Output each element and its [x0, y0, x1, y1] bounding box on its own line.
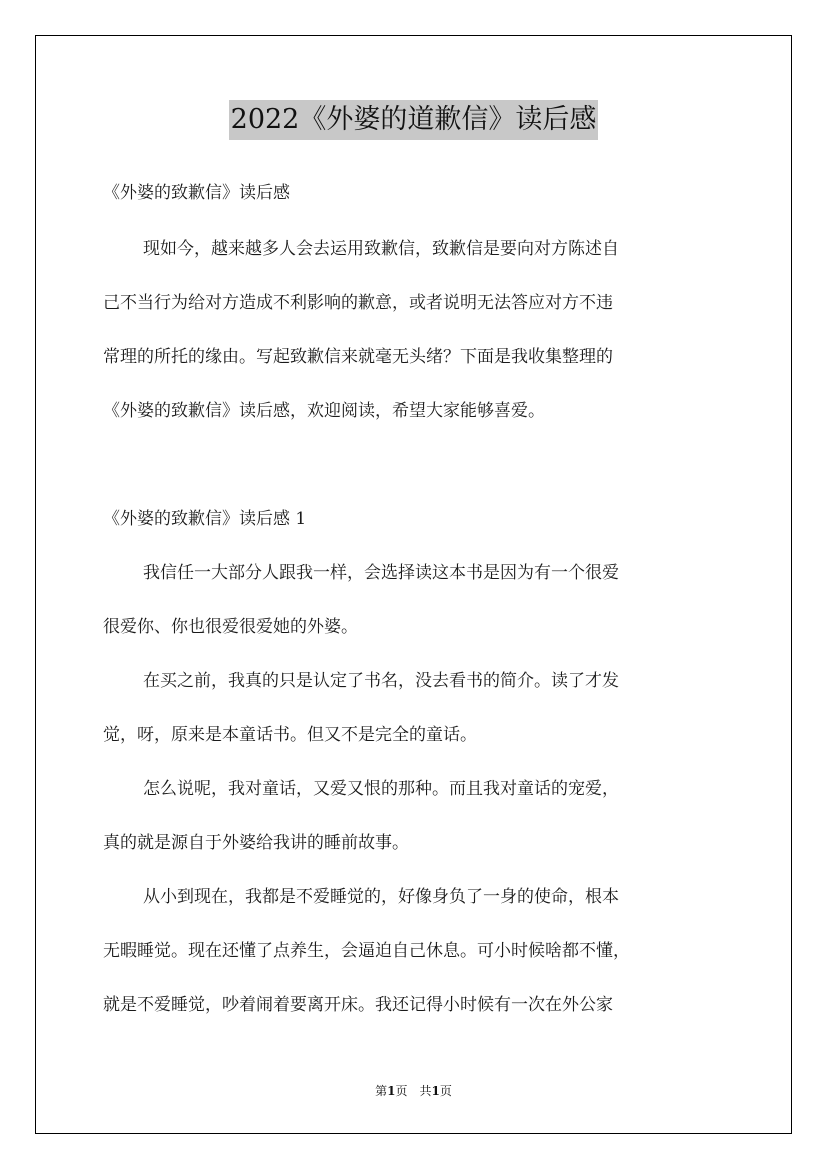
body-line-3: 在买之前，我真的只是认定了书名，没去看书的简介。读了才发: [143, 671, 619, 691]
section-heading-intro: 《外婆的致歉信》读后感: [103, 183, 290, 203]
footer-page-suffix: 页: [439, 1084, 452, 1098]
document-title: 2022《外婆的道歉信》读后感: [229, 100, 599, 140]
body-line-7: 从小到现在，我都是不爱睡觉的，好像身负了一身的使命，根本: [143, 887, 619, 907]
body-line-2: 很爱你、你也很爱很爱她的外婆。: [103, 617, 358, 637]
title-container: [0, 100, 827, 140]
footer-page-current: 1: [387, 1084, 396, 1098]
body-line-4: 觉，呀，原来是本童话书。但又不是完全的童话。: [103, 725, 477, 745]
footer-page-total: 1: [431, 1084, 440, 1098]
intro-line-2: 己不当行为给对方造成不利影响的歉意，或者说明无法答应对方不违: [103, 293, 613, 313]
body-line-6: 真的就是源自于外婆给我讲的睡前故事。: [103, 833, 409, 853]
footer-page-prefix: 第: [375, 1084, 388, 1098]
intro-line-1: 现如今，越来越多人会去运用致歉信，致歉信是要向对方陈述自: [143, 239, 619, 259]
intro-line-4: 《外婆的致歉信》读后感，欢迎阅读，希望大家能够喜爱。: [103, 401, 545, 421]
page-footer: [0, 1083, 827, 1099]
intro-line-3: 常理的所托的缘由。写起致歉信来就毫无头绪？下面是我收集整理的: [103, 347, 613, 367]
body-line-1: 我信任一大部分人跟我一样，会选择读这本书是因为有一个很爱: [143, 563, 619, 583]
body-line-8: 无暇睡觉。现在还懂了点养生，会逼迫自己休息。可小时候啥都不懂，: [103, 941, 630, 961]
section-heading-1: 《外婆的致歉信》读后感 1: [103, 509, 307, 529]
footer-page-mid: 页 共: [395, 1084, 432, 1098]
body-line-9: 就是不爱睡觉，吵着闹着要离开床。我还记得小时候有一次在外公家: [103, 995, 613, 1015]
body-line-5: 怎么说呢，我对童话，又爱又恨的那种。而且我对童话的宠爱，: [143, 779, 619, 799]
